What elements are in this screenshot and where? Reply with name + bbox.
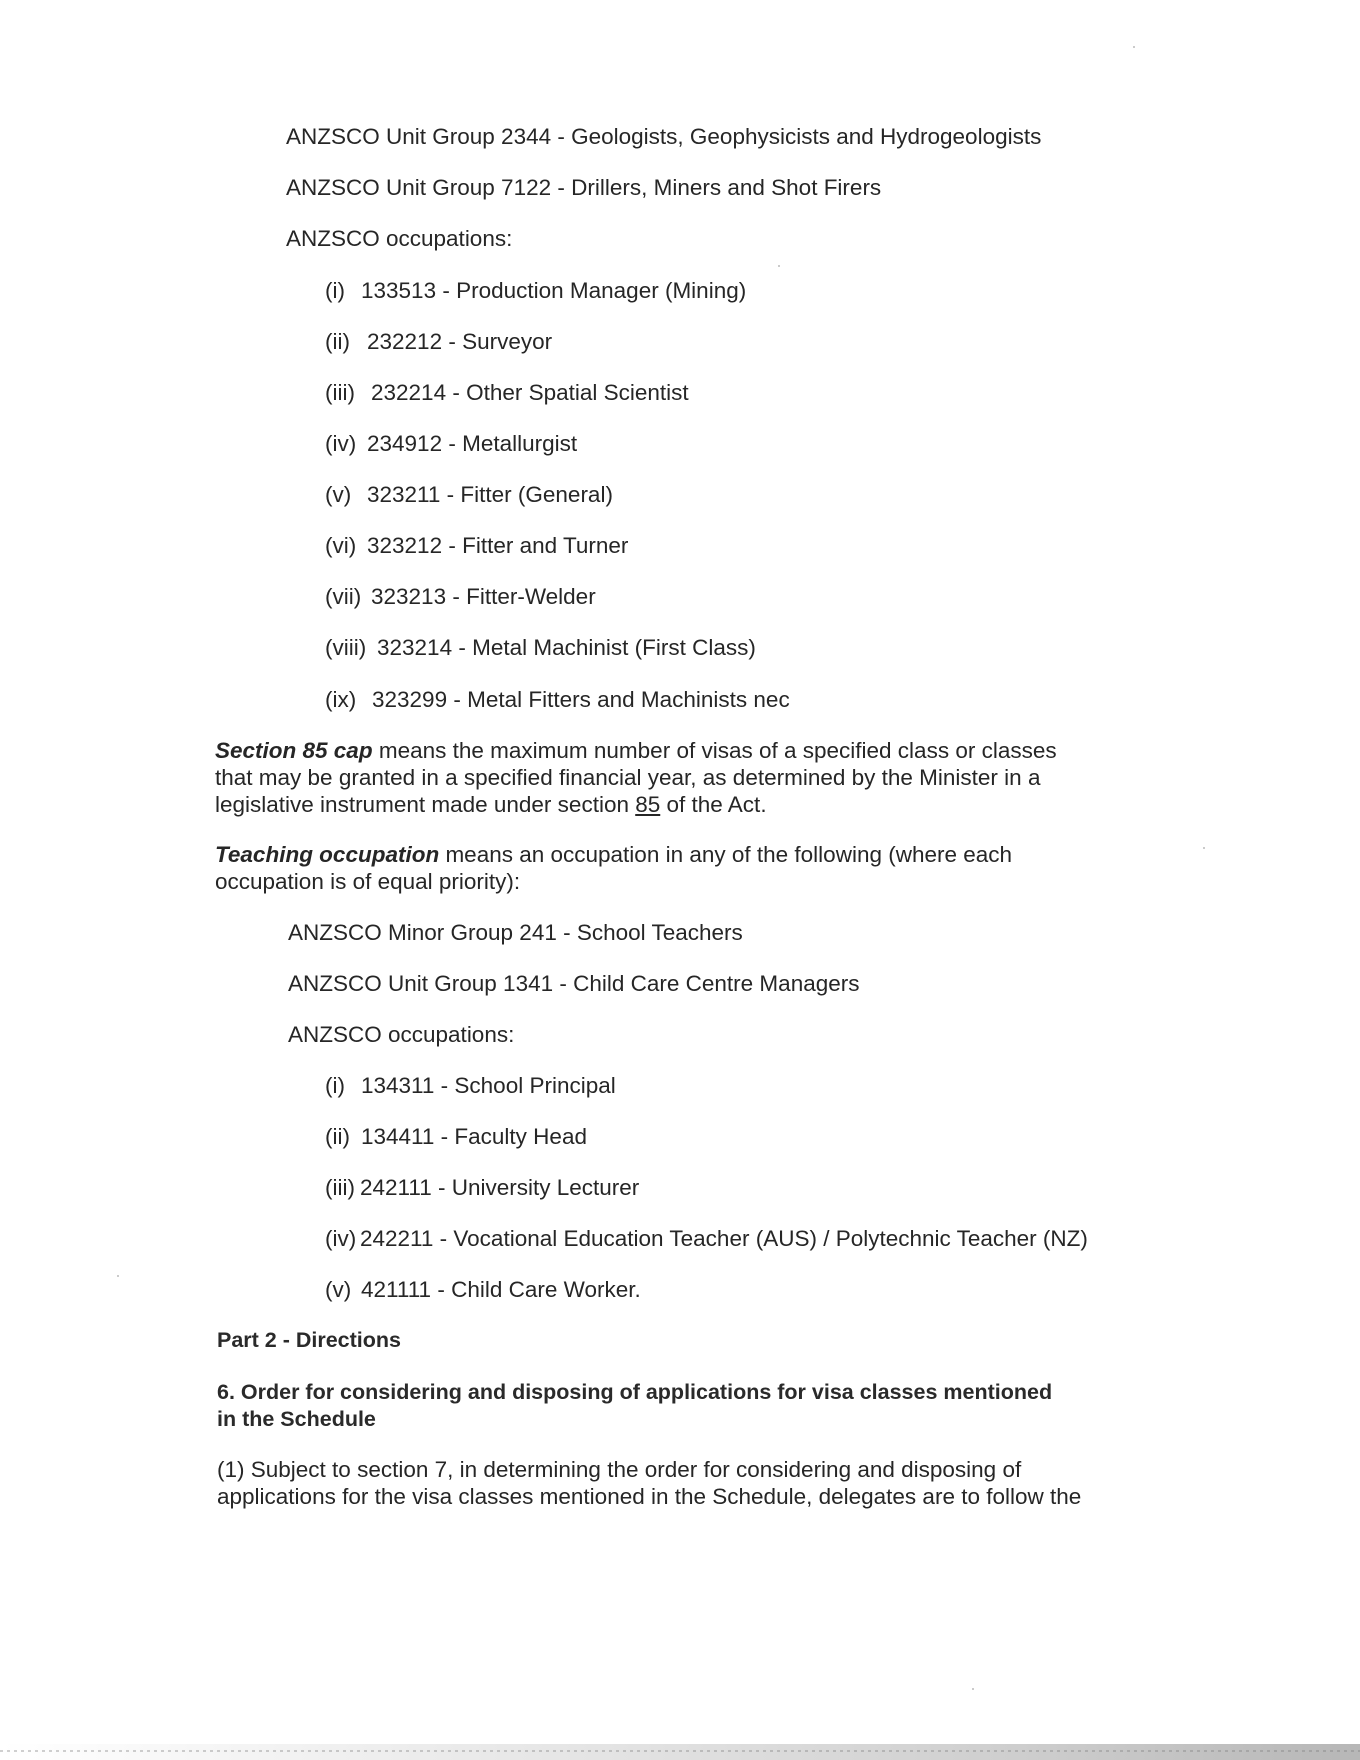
teaching-definition-line2: occupation is of equal priority): [215, 869, 521, 894]
list-item-number: (v) [325, 482, 352, 507]
list-item-text: 234912 - Metallurgist [367, 431, 578, 456]
list-item-number: (ii) [325, 329, 350, 354]
definition-text: of the Act. [660, 792, 767, 817]
unit-group-7122: ANZSCO Unit Group 7122 - Drillers, Miners and Shot Firers [286, 175, 882, 200]
section85-definition-line3 [215, 791, 767, 819]
section85-definition-line1 [215, 737, 1057, 765]
section-85-link[interactable]: 85 [635, 792, 661, 817]
list-item-text: 232214 - Other Spatial Scientist [371, 380, 689, 405]
definition-text: means the maximum number of visas of a specified class or classes [372, 738, 1057, 763]
list-item [325, 328, 552, 355]
definition-text: means an occupation in any of the following (where each [439, 842, 1013, 867]
list-item-number: (iii) [325, 1175, 355, 1200]
list-item-number: (viii) [325, 635, 367, 660]
teaching-definition-line1 [215, 841, 1012, 869]
list-item-text: 323299 - Metal Fitters and Machinists nec [372, 687, 790, 712]
list-item-text: 323211 - Fitter (General) [367, 482, 613, 507]
list-item [325, 1072, 616, 1099]
section85-definition-line2: that may be granted in a specified financial year, as determined by the Minister in a [215, 765, 1041, 790]
list-item [325, 686, 790, 713]
list-item-number: (vii) [325, 584, 362, 609]
list-item-number: (ix) [325, 687, 357, 712]
list-item [325, 583, 596, 610]
section-6-heading-line1: 6. Order for considering and disposing of applications for visa classes mentioned [217, 1380, 1053, 1404]
minor-group-241: ANZSCO Minor Group 241 - School Teachers [288, 920, 743, 945]
list-item-text: 323214 - Metal Machinist (First Class) [377, 635, 756, 660]
list-item-text: 134311 - School Principal [361, 1073, 616, 1098]
list-item [325, 1276, 641, 1303]
defined-term: Teaching occupation [215, 842, 440, 867]
scan-edge-band [0, 1744, 1360, 1760]
occupations-label: ANZSCO occupations: [288, 1022, 515, 1047]
defined-term: Section 85 cap [215, 738, 373, 763]
list-item-text: 323213 - Fitter-Welder [371, 584, 596, 609]
list-item-number: (iii) [325, 380, 355, 405]
list-item [325, 481, 613, 508]
occupations-label: ANZSCO occupations: [286, 226, 513, 251]
definition-text: legislative instrument made under section [215, 792, 636, 817]
list-item-number: (vi) [325, 533, 357, 558]
list-item-number: (i) [325, 1073, 345, 1098]
scan-speck [1203, 847, 1205, 849]
list-item [325, 1225, 1088, 1252]
list-item-text: 242111 - University Lecturer [360, 1175, 640, 1200]
list-item-number: (iv) [325, 1226, 357, 1251]
scan-speck [972, 1688, 974, 1690]
list-item-text: 242211 - Vocational Education Teacher (AUS) / Polytechnic Teacher (NZ) [360, 1226, 1088, 1251]
list-item-text: 134411 - Faculty Head [361, 1124, 587, 1149]
scan-speck [1133, 46, 1135, 48]
list-item-text: 323212 - Fitter and Turner [367, 533, 629, 558]
section-6-paragraph-line2: applications for the visa classes mentioned in the Schedule, delegates are to follow the [217, 1484, 1082, 1509]
unit-group-1341: ANZSCO Unit Group 1341 - Child Care Centre Managers [288, 971, 860, 996]
list-item [325, 379, 689, 406]
list-item-text: 421111 - Child Care Worker. [361, 1277, 641, 1302]
list-item-text: 133513 - Production Manager (Mining) [361, 278, 747, 303]
list-item [325, 430, 577, 457]
section-6-heading-line2: in the Schedule [217, 1407, 376, 1431]
list-item [325, 1174, 639, 1201]
list-item-number: (v) [325, 1277, 352, 1302]
scan-speck [117, 1275, 119, 1277]
list-item [325, 634, 756, 661]
unit-group-2344: ANZSCO Unit Group 2344 - Geologists, Geophysicists and Hydrogeologists [286, 124, 1042, 149]
list-item [325, 277, 746, 304]
list-item [325, 532, 628, 559]
scan-speck [778, 265, 780, 267]
part-heading: Part 2 - Directions [217, 1328, 401, 1352]
list-item-number: (ii) [325, 1124, 350, 1149]
section-6-paragraph-line1: (1) Subject to section 7, in determining the order for considering and disposing of [217, 1457, 1022, 1482]
list-item-text: 232212 - Surveyor [367, 329, 553, 354]
list-item-number: (i) [325, 278, 345, 303]
list-item [325, 1123, 587, 1150]
list-item-number: (iv) [325, 431, 357, 456]
